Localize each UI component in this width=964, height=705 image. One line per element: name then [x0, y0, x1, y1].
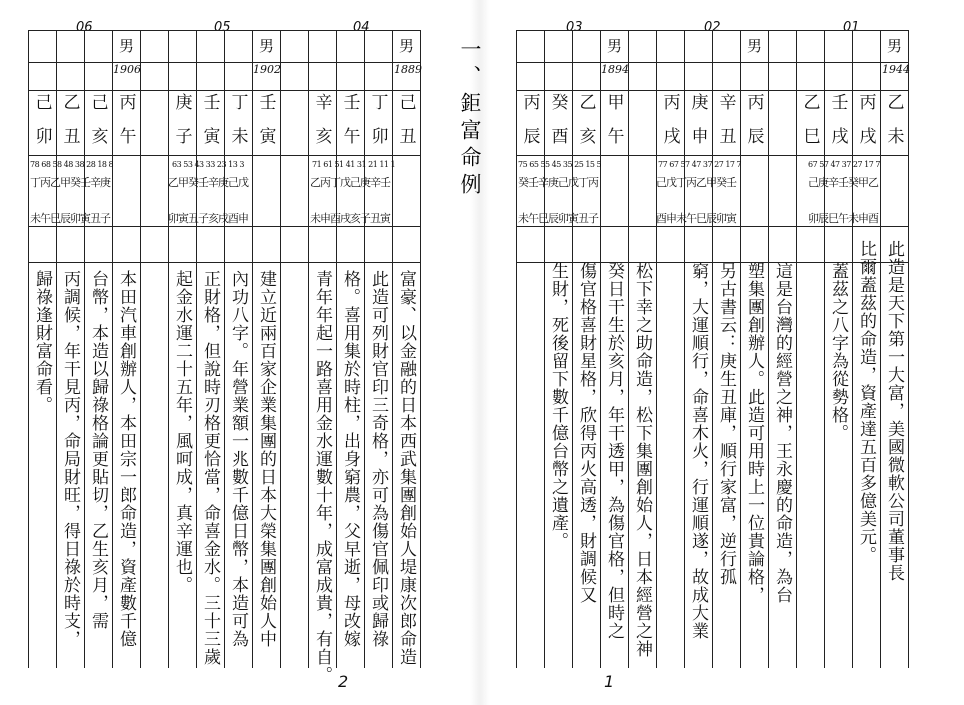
gender-label: 男: [259, 37, 275, 55]
commentary-line: 此造是天下第一大富，美國微軟公司董事長: [884, 240, 904, 582]
luck-stems: 癸壬辛庚己戊丁丙: [518, 176, 598, 189]
commentary-line: 另古書云：庚生丑庫，順行家富，逆行孤: [716, 262, 736, 586]
commentary-line: 格。喜用集於時柱，出身窮農，父早逝，母改嫁: [340, 270, 360, 648]
column-number: 06: [76, 20, 93, 35]
hour-pillar: 庚 子: [175, 93, 193, 147]
year-pillar: 丙 辰: [747, 93, 765, 147]
luck-branches: 卯寅丑子亥戌酉申: [168, 212, 248, 225]
luck-stems: 丁丙乙甲癸壬辛庚: [30, 176, 110, 189]
day-pillar: 庚 申: [691, 93, 709, 147]
commentary-line: 青年年起一路喜用金水運數十年，成富成貴，有自。: [312, 270, 332, 684]
commentary-line: 歸祿逢財富命看。: [32, 270, 52, 414]
birth-year: 1906: [113, 63, 141, 76]
luck-ages: 71 61 51 41 31 21 11 1: [312, 160, 396, 169]
gender-label: 男: [747, 37, 763, 55]
month-pillar: 丙 戌: [859, 93, 877, 147]
luck-stems: 乙丙丁戊己庚辛壬: [310, 176, 390, 189]
commentary-line: 松下幸之助命造，松下集團創始人，日本經營之神: [632, 262, 652, 658]
gender-label: 男: [399, 37, 415, 55]
commentary-line: 富豪、以金融的日本西武集團創始人堤康次郎命造: [396, 270, 416, 666]
luck-branches: 未午巳辰卯寅丑子: [518, 212, 598, 225]
commentary-line: 這是台灣的經營之神，王永慶的命造，為台: [772, 262, 792, 604]
commentary-line: 建立近兩百家企業集團的日本大榮集團創始人中: [256, 270, 276, 648]
commentary-line: 塑集團創辦人。此造可用時上一位貴論格，: [744, 262, 764, 604]
luck-ages: 63 53 43 33 23 13 3: [172, 160, 244, 169]
day-pillar: 乙 丑: [63, 93, 81, 147]
year-pillar: 甲 午: [607, 93, 625, 147]
day-pillar: 壬 寅: [203, 93, 221, 147]
birth-year: 1944: [882, 63, 910, 76]
year-pillar: 乙 未: [887, 93, 905, 147]
month-pillar: 己 亥: [91, 93, 109, 147]
commentary-line: 傷官格喜財星格，欣得丙火高透，財調候又: [576, 262, 596, 604]
gender-label: 男: [119, 37, 135, 55]
luck-branches: 酉申未午巳辰卯寅: [656, 212, 736, 225]
commentary-line: 內功八字。年營業額一兆數千億日幣，本造可為: [228, 270, 248, 648]
year-pillar: 己 丑: [399, 93, 417, 147]
left-page: [0, 0, 470, 705]
page-number-right: 1: [604, 672, 615, 691]
month-pillar: 辛 丑: [719, 93, 737, 147]
luck-ages: 78 68 58 48 38 28 18 8: [30, 160, 114, 169]
hour-pillar: 辛 亥: [315, 93, 333, 147]
birth-year: 1889: [394, 63, 422, 76]
luck-branches: 卯辰巳午未申酉: [808, 212, 878, 225]
commentary-line: 此造可列財官印三奇格，亦可為傷官佩印或歸祿: [368, 270, 388, 648]
hour-pillar: 丙 辰: [523, 93, 541, 147]
birth-year: 1902: [253, 63, 281, 76]
gender-label: 男: [887, 37, 903, 55]
birth-year: 1894: [601, 63, 629, 76]
luck-stems: 己庚辛壬癸甲乙: [808, 176, 878, 189]
month-pillar: 丁 未: [231, 93, 249, 147]
luck-branches: 未申酉戌亥子丑寅: [310, 212, 390, 225]
column-number: 02: [704, 20, 721, 35]
month-pillar: 乙 亥: [579, 93, 597, 147]
commentary-line: 生財，死後留下數千億台幣之遺產。: [548, 262, 568, 550]
commentary-line: 本田汽車創辦人，本田宗一郎命造，資產數千億: [116, 270, 136, 648]
hour-pillar: 己 卯: [35, 93, 53, 147]
luck-ages: 77 67 57 47 37 27 17 7: [658, 160, 742, 169]
page-number-left: 2: [338, 672, 349, 691]
year-pillar: 壬 寅: [259, 93, 277, 147]
luck-stems: 己戊丁丙乙甲癸壬: [656, 176, 736, 189]
year-pillar: 丙 午: [119, 93, 137, 147]
column-number: 03: [566, 20, 583, 35]
commentary-line: 比爾蓋茲的命造，資產達五百多億美元。: [856, 240, 876, 564]
column-number: 01: [843, 20, 860, 35]
gender-label: 男: [607, 37, 623, 55]
luck-ages: 67 57 47 37 27 17 7: [808, 160, 880, 169]
commentary-line: 蓋茲之八字為從勢格。: [828, 262, 848, 442]
month-pillar: 丁 卯: [371, 93, 389, 147]
luck-stems: 乙甲癸壬辛庚己戊: [168, 176, 248, 189]
day-pillar: 壬 午: [343, 93, 361, 147]
column-number: 05: [214, 20, 231, 35]
commentary-line: 癸日干生於亥月，年干透甲，為傷官格，但時之: [604, 262, 624, 640]
commentary-line: 台幣，本造以歸祿格論更貼切，乙生亥月，需: [88, 270, 108, 630]
commentary-line: 丙調候，年干見丙，命局財旺，得日祿於時支，: [60, 270, 80, 648]
commentary-line: 起金水運二十五年，風呵成，真辛運也。: [172, 270, 192, 594]
right-page: [490, 0, 964, 705]
column-number: 04: [353, 20, 370, 35]
chapter-title: 一、鉅富命例: [458, 38, 482, 200]
day-pillar: 癸 酉: [551, 93, 569, 147]
luck-branches: 未午巳辰卯寅丑子: [30, 212, 110, 225]
day-pillar: 壬 戌: [831, 93, 849, 147]
commentary-line: 窮，大運順行，命喜木火，行運順遂，故成大業: [688, 262, 708, 640]
hour-pillar: 乙 巳: [803, 93, 821, 147]
commentary-line: 正財格，但說時刃格更恰當，命喜金水。三十三歲: [200, 270, 220, 666]
luck-ages: 75 65 55 45 35 25 15 5: [518, 160, 602, 169]
hour-pillar: 丙 戌: [663, 93, 681, 147]
